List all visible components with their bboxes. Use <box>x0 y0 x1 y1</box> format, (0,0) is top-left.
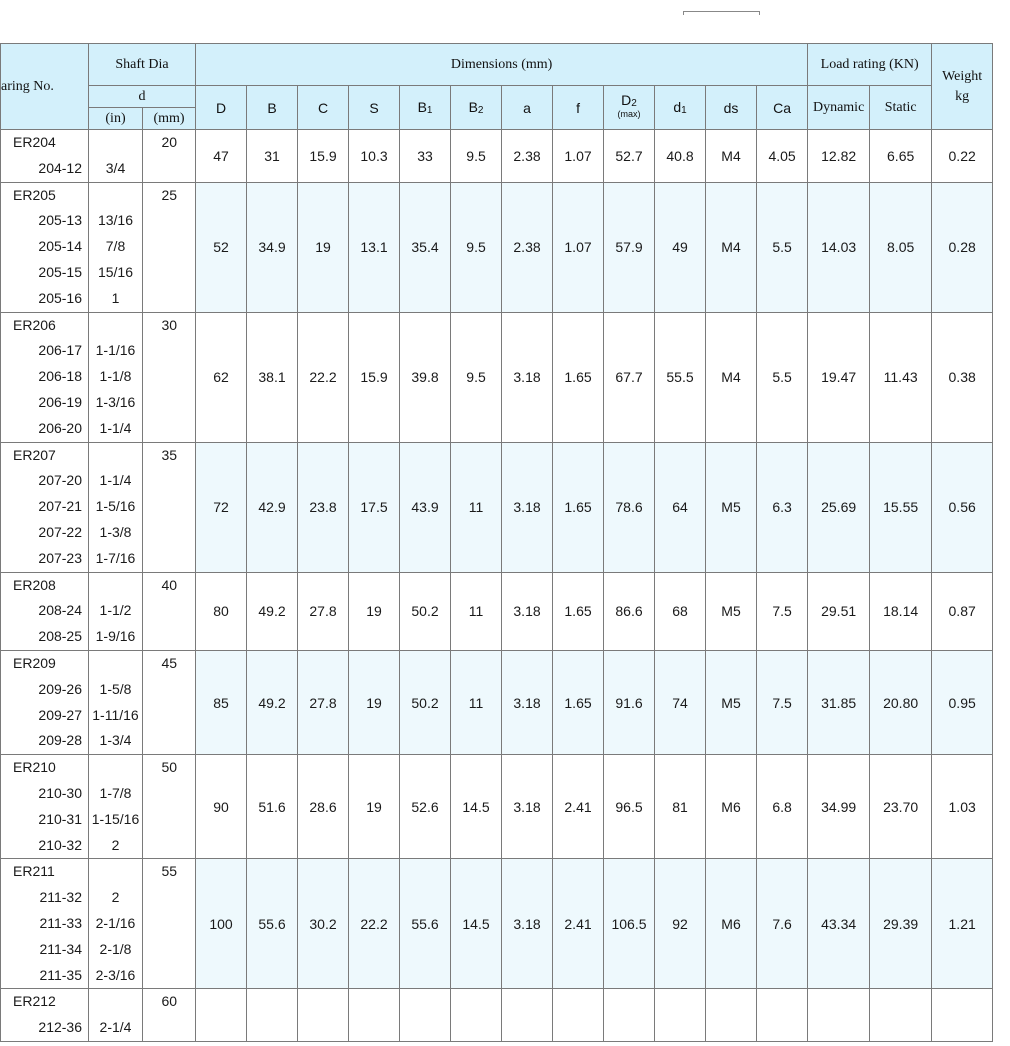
table-body <box>1 130 993 1042</box>
shaft-dia-inch: 7/8 <box>105 238 126 255</box>
bearing-sub-model: 210-32 <box>38 836 82 853</box>
shaft-dia-inch: 13/16 <box>97 212 134 229</box>
value-cell: 5.5 <box>757 312 808 442</box>
value-cell: 100 <box>196 859 247 989</box>
value-cell: 13.1 <box>349 182 400 312</box>
value-cell: 68 <box>655 572 706 650</box>
value-cell: 64 <box>655 442 706 572</box>
header-weight-label: Weight <box>942 68 983 84</box>
shaft-dia-inch: 1-5/16 <box>95 498 136 515</box>
value-cell: 17.5 <box>349 442 400 572</box>
value-cell: M4 <box>706 312 757 442</box>
value-cell: 91.6 <box>604 650 655 754</box>
value-cell: 40.8 <box>655 130 706 183</box>
value-cell: 29.51 <box>808 572 870 650</box>
shaft-dia-inch: 1-1/4 <box>99 419 132 436</box>
value-cell: 31 <box>247 130 298 183</box>
shaft-dia-inch: 15/16 <box>97 263 134 280</box>
value-cell: 30.2 <box>298 859 349 989</box>
value-cell: 18.14 <box>870 572 932 650</box>
value-cell: 38.1 <box>247 312 298 442</box>
value-cell: 2.38 <box>502 130 553 183</box>
value-cell: 67.7 <box>604 312 655 442</box>
value-cell: 1.65 <box>553 572 604 650</box>
header-dimensions: Dimensions (mm) <box>196 44 808 86</box>
value-cell <box>298 989 349 1042</box>
shaft-dia-mm: 50 <box>161 759 178 776</box>
shaft-dia-inch: 1-1/2 <box>99 602 132 619</box>
value-cell: 19 <box>349 755 400 859</box>
header-col-d2: $D_2$ (max) <box>604 86 655 130</box>
table-row <box>1 572 993 650</box>
bearing-sub-model: 204-12 <box>38 159 82 176</box>
value-cell: 8.05 <box>870 182 932 312</box>
header-weight-unit: kg <box>955 88 970 104</box>
bearing-sub-model: 210-31 <box>38 810 82 827</box>
shaft-dia-inch: 2 <box>111 889 120 906</box>
header-col-b: B <box>247 86 298 130</box>
value-cell: 0.95 <box>932 650 993 754</box>
value-cell: 22.2 <box>349 859 400 989</box>
bearing-no-cell <box>1 312 89 442</box>
value-cell: 74 <box>655 650 706 754</box>
header-load-rating: Load rating (KN) <box>808 44 932 86</box>
bearing-model: ER211 <box>13 863 55 880</box>
bearing-sub-model: 207-23 <box>38 549 82 566</box>
table-row <box>1 182 993 312</box>
shaft-dia-inch-cell <box>89 572 143 650</box>
value-cell: 9.5 <box>451 182 502 312</box>
header-col-d1: $d_1$ <box>655 86 706 130</box>
shaft-dia-inch: 1-1/4 <box>99 472 132 489</box>
bearing-no-cell <box>1 989 89 1042</box>
header-col-d: D <box>196 86 247 130</box>
value-cell <box>808 989 870 1042</box>
shaft-dia-mm-cell <box>143 442 196 572</box>
header-col-s: S <box>349 86 400 130</box>
value-cell: 80 <box>196 572 247 650</box>
bearing-sub-model: 206-18 <box>38 368 82 385</box>
value-cell: 15.9 <box>349 312 400 442</box>
bearing-sub-model: 205-13 <box>38 212 82 229</box>
bearing-sub-model: 208-24 <box>38 602 82 619</box>
value-cell: 1.65 <box>553 650 604 754</box>
value-cell: 34.99 <box>808 755 870 859</box>
shaft-dia-inch-cell <box>89 650 143 754</box>
shaft-dia-mm: 55 <box>161 863 178 880</box>
value-cell: 3.18 <box>502 442 553 572</box>
bearing-model: ER207 <box>13 446 56 463</box>
shaft-dia-inch-cell <box>89 989 143 1042</box>
shaft-dia-inch: 2-1/8 <box>99 940 132 957</box>
value-cell: 106.5 <box>604 859 655 989</box>
value-cell: 20.80 <box>870 650 932 754</box>
value-cell: 19 <box>349 650 400 754</box>
value-cell: 34.9 <box>247 182 298 312</box>
shaft-dia-mm: 30 <box>161 316 178 333</box>
value-cell: 9.5 <box>451 130 502 183</box>
value-cell: 0.28 <box>932 182 993 312</box>
bearing-model: ER210 <box>13 759 56 776</box>
shaft-dia-inch: 1-7/16 <box>95 549 136 566</box>
value-cell: 43.34 <box>808 859 870 989</box>
shaft-dia-mm: 45 <box>161 654 178 671</box>
value-cell: 81 <box>655 755 706 859</box>
value-cell: 3.18 <box>502 859 553 989</box>
header-col-f: f <box>553 86 604 130</box>
bearing-sub-model: 207-20 <box>38 472 82 489</box>
value-cell: 11 <box>451 442 502 572</box>
header-dynamic: Dynamic <box>808 86 870 130</box>
value-cell: 1.21 <box>932 859 993 989</box>
bearing-sub-model: 211-32 <box>39 889 82 906</box>
value-cell <box>502 989 553 1042</box>
header-col-b2: $B_2$ <box>451 86 502 130</box>
value-cell: 12.82 <box>808 130 870 183</box>
value-cell: 0.22 <box>932 130 993 183</box>
value-cell: M4 <box>706 130 757 183</box>
value-cell: 47 <box>196 130 247 183</box>
value-cell: 2.41 <box>553 859 604 989</box>
bearing-no-cell <box>1 755 89 859</box>
shaft-dia-mm-cell <box>143 650 196 754</box>
value-cell: 49.2 <box>247 650 298 754</box>
table-row <box>1 755 993 859</box>
value-cell: 19.47 <box>808 312 870 442</box>
bearing-sub-model: 210-30 <box>38 784 82 801</box>
value-cell: 27.8 <box>298 650 349 754</box>
value-cell: 14.5 <box>451 755 502 859</box>
shaft-dia-inch: 1-1/8 <box>99 368 132 385</box>
value-cell: 14.5 <box>451 859 502 989</box>
value-cell: 35.4 <box>400 182 451 312</box>
shaft-dia-inch: 1-3/8 <box>99 523 132 540</box>
value-cell: 3.18 <box>502 312 553 442</box>
value-cell: 86.6 <box>604 572 655 650</box>
value-cell: 6.8 <box>757 755 808 859</box>
value-cell: 51.6 <box>247 755 298 859</box>
top-bracket-mark <box>683 11 760 17</box>
header-mm: (mm) <box>143 108 196 130</box>
bearing-spec-table <box>0 43 993 1042</box>
value-cell <box>553 989 604 1042</box>
value-cell: 0.56 <box>932 442 993 572</box>
shaft-dia-inch: 1-15/16 <box>91 810 140 827</box>
shaft-dia-inch-cell <box>89 859 143 989</box>
bearing-no-cell <box>1 182 89 312</box>
shaft-dia-mm: 25 <box>161 186 178 203</box>
shaft-dia-inch-cell <box>89 130 143 183</box>
value-cell <box>932 989 993 1042</box>
value-cell <box>706 989 757 1042</box>
value-cell <box>757 989 808 1042</box>
bearing-no-cell <box>1 572 89 650</box>
value-cell: 2.41 <box>553 755 604 859</box>
shaft-dia-inch: 2-3/16 <box>95 966 136 983</box>
bearing-sub-model: 208-25 <box>38 628 82 645</box>
bearing-sub-model: 206-19 <box>38 393 82 410</box>
bearing-no-cell <box>1 442 89 572</box>
bearing-model: ER204 <box>13 134 56 150</box>
bearing-no-cell <box>1 859 89 989</box>
value-cell: 31.85 <box>808 650 870 754</box>
bearing-sub-model: 207-22 <box>38 523 82 540</box>
shaft-dia-inch: 1-11/16 <box>92 706 139 723</box>
value-cell <box>604 989 655 1042</box>
bearing-no-cell <box>1 130 89 183</box>
value-cell: 92 <box>655 859 706 989</box>
value-cell: 96.5 <box>604 755 655 859</box>
value-cell: 15.55 <box>870 442 932 572</box>
header-col-ca: Ca <box>757 86 808 130</box>
shaft-dia-inch: 1-7/8 <box>99 784 132 801</box>
bearing-sub-model: 205-15 <box>38 263 82 280</box>
value-cell: 3.18 <box>502 755 553 859</box>
shaft-dia-inch-cell <box>89 312 143 442</box>
value-cell: 52.6 <box>400 755 451 859</box>
value-cell: 19 <box>349 572 400 650</box>
shaft-dia-mm: 40 <box>161 576 178 593</box>
value-cell: M5 <box>706 650 757 754</box>
bearing-model: ER208 <box>13 576 56 593</box>
shaft-dia-mm-cell <box>143 182 196 312</box>
value-cell: 11 <box>451 650 502 754</box>
shaft-dia-mm-cell <box>143 755 196 859</box>
value-cell: 1.03 <box>932 755 993 859</box>
value-cell: 11.43 <box>870 312 932 442</box>
shaft-dia-inch-cell <box>89 442 143 572</box>
bearing-sub-model: 206-20 <box>38 419 82 436</box>
bearing-model: ER209 <box>13 654 56 671</box>
value-cell: 0.38 <box>932 312 993 442</box>
header-col-c: C <box>298 86 349 130</box>
bearing-model: ER205 <box>13 186 56 203</box>
table-row <box>1 130 993 183</box>
shaft-dia-mm: 20 <box>161 134 178 150</box>
shaft-dia-mm-cell <box>143 312 196 442</box>
table-row <box>1 650 993 754</box>
value-cell: 23.70 <box>870 755 932 859</box>
value-cell: 39.8 <box>400 312 451 442</box>
shaft-dia-inch: 1 <box>111 289 120 306</box>
value-cell: 1.07 <box>553 130 604 183</box>
shaft-dia-inch: 2-1/16 <box>95 914 136 931</box>
bearing-sub-model: 211-33 <box>39 914 82 931</box>
value-cell: 22.2 <box>298 312 349 442</box>
value-cell: 57.9 <box>604 182 655 312</box>
value-cell: 29.39 <box>870 859 932 989</box>
value-cell: M5 <box>706 442 757 572</box>
value-cell: 25.69 <box>808 442 870 572</box>
value-cell: 90 <box>196 755 247 859</box>
bearing-sub-model: 209-28 <box>38 732 82 749</box>
bearing-sub-model: 211-34 <box>39 940 82 957</box>
value-cell: 19 <box>298 182 349 312</box>
value-cell: 27.8 <box>298 572 349 650</box>
value-cell: 50.2 <box>400 650 451 754</box>
bearing-sub-model: 206-17 <box>38 342 82 359</box>
value-cell: 23.8 <box>298 442 349 572</box>
bearing-sub-model: 207-21 <box>38 498 82 515</box>
value-cell: 15.9 <box>298 130 349 183</box>
table-row <box>1 312 993 442</box>
shaft-dia-mm: 35 <box>161 446 178 463</box>
value-cell: 43.9 <box>400 442 451 572</box>
value-cell: 78.6 <box>604 442 655 572</box>
bearing-sub-model: 212-36 <box>38 1019 82 1036</box>
value-cell <box>247 989 298 1042</box>
shaft-dia-inch: 2-1/4 <box>99 1019 132 1036</box>
shaft-dia-mm-cell <box>143 859 196 989</box>
shaft-dia-inch: 1-9/16 <box>95 628 136 645</box>
value-cell: 2.38 <box>502 182 553 312</box>
bearing-sub-model: 209-27 <box>38 706 82 723</box>
header-shaft-dia: Shaft Dia <box>89 44 196 86</box>
value-cell: M6 <box>706 755 757 859</box>
bearing-sub-model: 209-26 <box>38 680 82 697</box>
value-cell: M5 <box>706 572 757 650</box>
shaft-dia-inch: 1-5/8 <box>99 680 132 697</box>
value-cell: 50.2 <box>400 572 451 650</box>
table-row <box>1 859 993 989</box>
header-weight <box>932 44 993 130</box>
shaft-dia-mm: 60 <box>161 993 178 1010</box>
value-cell: 55.6 <box>400 859 451 989</box>
table-row <box>1 989 993 1042</box>
value-cell: 1.65 <box>553 312 604 442</box>
bearing-sub-model: 211-35 <box>39 966 82 983</box>
value-cell: 1.65 <box>553 442 604 572</box>
value-cell: 6.3 <box>757 442 808 572</box>
value-cell: 10.3 <box>349 130 400 183</box>
header-static: Static <box>870 86 932 130</box>
value-cell: 0.87 <box>932 572 993 650</box>
value-cell <box>451 989 502 1042</box>
shaft-dia-mm-cell <box>143 130 196 183</box>
shaft-dia-mm-cell <box>143 989 196 1042</box>
value-cell: 55.6 <box>247 859 298 989</box>
shaft-dia-inch: 1-3/16 <box>95 393 136 410</box>
header-col-a: a <box>502 86 553 130</box>
value-cell: 3.18 <box>502 650 553 754</box>
value-cell: 3.18 <box>502 572 553 650</box>
bearing-sub-model: 205-16 <box>38 289 82 306</box>
value-cell: 28.6 <box>298 755 349 859</box>
shaft-dia-inch: 2 <box>111 836 120 853</box>
value-cell: 6.65 <box>870 130 932 183</box>
bearing-sub-model: 205-14 <box>38 238 82 255</box>
header-bearing-no: aring No. <box>1 44 89 130</box>
value-cell <box>400 989 451 1042</box>
value-cell: 1.07 <box>553 182 604 312</box>
table-header <box>1 44 993 130</box>
value-cell: M4 <box>706 182 757 312</box>
value-cell <box>870 989 932 1042</box>
shaft-dia-inch: 1-3/4 <box>99 732 132 749</box>
value-cell: 9.5 <box>451 312 502 442</box>
value-cell: M6 <box>706 859 757 989</box>
shaft-dia-inch-cell <box>89 182 143 312</box>
shaft-dia-mm-cell <box>143 572 196 650</box>
header-col-b1: $B_1$ <box>400 86 451 130</box>
table-row <box>1 442 993 572</box>
value-cell: 72 <box>196 442 247 572</box>
value-cell: 4.05 <box>757 130 808 183</box>
value-cell: 5.5 <box>757 182 808 312</box>
value-cell <box>655 989 706 1042</box>
shaft-dia-inch: 1-1/16 <box>95 342 136 359</box>
value-cell: 11 <box>451 572 502 650</box>
value-cell: 49.2 <box>247 572 298 650</box>
value-cell: 14.03 <box>808 182 870 312</box>
header-in: (in) <box>89 108 143 130</box>
value-cell: 62 <box>196 312 247 442</box>
value-cell: 7.6 <box>757 859 808 989</box>
value-cell: 55.5 <box>655 312 706 442</box>
value-cell: 42.9 <box>247 442 298 572</box>
shaft-dia-inch: 3/4 <box>105 159 126 176</box>
value-cell: 7.5 <box>757 572 808 650</box>
header-col-ds: ds <box>706 86 757 130</box>
bearing-no-cell <box>1 650 89 754</box>
value-cell: 49 <box>655 182 706 312</box>
value-cell: 33 <box>400 130 451 183</box>
value-cell: 85 <box>196 650 247 754</box>
value-cell: 52 <box>196 182 247 312</box>
bearing-model: ER212 <box>13 993 56 1010</box>
value-cell <box>349 989 400 1042</box>
shaft-dia-inch-cell <box>89 755 143 859</box>
value-cell: 7.5 <box>757 650 808 754</box>
bearing-model: ER206 <box>13 316 56 333</box>
value-cell <box>196 989 247 1042</box>
value-cell: 52.7 <box>604 130 655 183</box>
header-d: d <box>89 86 196 108</box>
